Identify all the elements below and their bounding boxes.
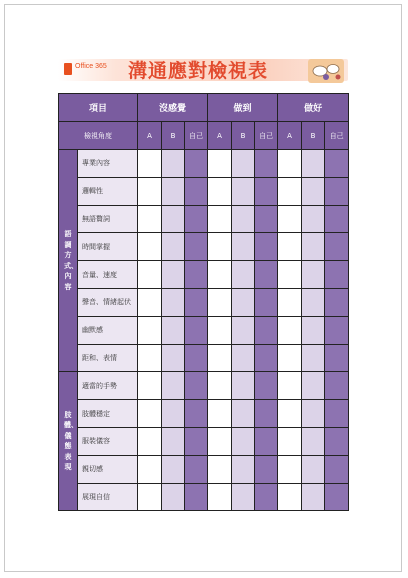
- rating-cell-a[interactable]: [278, 427, 302, 455]
- table-row: [59, 288, 349, 316]
- row-label: 距和、表情: [78, 344, 138, 372]
- row-label: 肢體穩定: [78, 400, 138, 428]
- section-label-text: 語調方式、內容: [64, 230, 78, 291]
- rating-cell-self[interactable]: [185, 344, 208, 372]
- table-row: [59, 233, 349, 261]
- rating-cell-self[interactable]: [325, 205, 349, 233]
- table-row: [59, 205, 349, 233]
- rating-cell-self[interactable]: [185, 150, 208, 178]
- row-label: 專業內容: [78, 150, 138, 178]
- rating-cell-self[interactable]: [325, 177, 349, 205]
- rating-cell-a[interactable]: [208, 261, 232, 289]
- subheader-angle: 檢視角度: [59, 122, 138, 150]
- rating-cell-a[interactable]: [138, 372, 162, 400]
- rating-cell-b[interactable]: [162, 205, 185, 233]
- rating-cell-b[interactable]: [162, 261, 185, 289]
- col-b: B: [232, 122, 255, 150]
- rating-cell-self[interactable]: [325, 427, 349, 455]
- subheader-row: [59, 122, 349, 150]
- rating-cell-self[interactable]: [325, 316, 349, 344]
- rating-cell-a[interactable]: [278, 400, 302, 428]
- rating-cell-a[interactable]: [138, 455, 162, 483]
- rating-cell-b[interactable]: [232, 150, 255, 178]
- table-row: [59, 177, 349, 205]
- rating-cell-b[interactable]: [162, 344, 185, 372]
- row-label: 幽默感: [78, 316, 138, 344]
- rating-cell-a[interactable]: [138, 344, 162, 372]
- rating-cell-a[interactable]: [138, 261, 162, 289]
- header-group-3: 做好: [278, 94, 349, 122]
- section-label: [59, 372, 78, 511]
- table-row: [59, 344, 349, 372]
- rating-cell-b[interactable]: [302, 344, 325, 372]
- rating-cell-self[interactable]: [185, 483, 208, 511]
- rating-cell-b[interactable]: [162, 455, 185, 483]
- rating-cell-self[interactable]: [185, 233, 208, 261]
- rating-cell-self[interactable]: [255, 344, 278, 372]
- rating-cell-a[interactable]: [208, 455, 232, 483]
- rating-cell-b[interactable]: [302, 427, 325, 455]
- rating-cell-b[interactable]: [302, 483, 325, 511]
- rating-cell-self[interactable]: [255, 233, 278, 261]
- rating-cell-b[interactable]: [162, 288, 185, 316]
- rating-cell-b[interactable]: [302, 150, 325, 178]
- col-self: 自己: [325, 122, 349, 150]
- rating-cell-self[interactable]: [325, 400, 349, 428]
- rating-cell-a[interactable]: [208, 372, 232, 400]
- table-row: [59, 427, 349, 455]
- rating-cell-self[interactable]: [255, 316, 278, 344]
- office-label: Office 365: [75, 63, 107, 70]
- row-label: 無語贅詞: [78, 205, 138, 233]
- header-item: 項目: [59, 94, 138, 122]
- rating-cell-a[interactable]: [278, 233, 302, 261]
- rating-cell-self[interactable]: [255, 455, 278, 483]
- rating-cell-a[interactable]: [138, 316, 162, 344]
- rating-cell-a[interactable]: [208, 483, 232, 511]
- rating-cell-self[interactable]: [185, 455, 208, 483]
- rating-cell-self[interactable]: [325, 261, 349, 289]
- rating-cell-self[interactable]: [185, 288, 208, 316]
- rating-cell-self[interactable]: [255, 205, 278, 233]
- header-row: [59, 94, 349, 122]
- col-b: B: [162, 122, 185, 150]
- row-label: 展現自信: [78, 483, 138, 511]
- title-banner: [58, 55, 348, 85]
- rating-cell-a[interactable]: [138, 177, 162, 205]
- rating-cell-self[interactable]: [185, 372, 208, 400]
- rating-cell-b[interactable]: [302, 316, 325, 344]
- rating-cell-b[interactable]: [162, 150, 185, 178]
- rating-cell-a[interactable]: [138, 483, 162, 511]
- rating-cell-self[interactable]: [255, 372, 278, 400]
- rating-cell-b[interactable]: [232, 261, 255, 289]
- rating-cell-self[interactable]: [325, 344, 349, 372]
- rating-cell-a[interactable]: [278, 344, 302, 372]
- rating-cell-self[interactable]: [325, 150, 349, 178]
- col-self: 自己: [185, 122, 208, 150]
- section-label-text: 肢體、儀態表現: [64, 410, 78, 472]
- rating-cell-self[interactable]: [325, 372, 349, 400]
- rating-cell-self[interactable]: [185, 400, 208, 428]
- rating-cell-a[interactable]: [208, 427, 232, 455]
- rating-cell-b[interactable]: [232, 344, 255, 372]
- rating-cell-a[interactable]: [208, 400, 232, 428]
- table-row: [59, 483, 349, 511]
- rating-cell-b[interactable]: [302, 233, 325, 261]
- rating-cell-a[interactable]: [278, 288, 302, 316]
- rating-cell-b[interactable]: [162, 233, 185, 261]
- col-a: A: [278, 122, 302, 150]
- rating-cell-b[interactable]: [302, 205, 325, 233]
- rating-cell-b[interactable]: [232, 455, 255, 483]
- rating-cell-b[interactable]: [232, 288, 255, 316]
- rating-cell-b[interactable]: [232, 233, 255, 261]
- rating-cell-b[interactable]: [232, 177, 255, 205]
- section-label: [59, 150, 78, 372]
- rating-cell-a[interactable]: [208, 344, 232, 372]
- rating-cell-b[interactable]: [302, 400, 325, 428]
- rating-cell-b[interactable]: [302, 177, 325, 205]
- rating-cell-a[interactable]: [278, 372, 302, 400]
- rating-cell-a[interactable]: [208, 177, 232, 205]
- rating-cell-a[interactable]: [208, 150, 232, 178]
- rating-cell-a[interactable]: [208, 316, 232, 344]
- rating-cell-self[interactable]: [255, 261, 278, 289]
- rating-cell-self[interactable]: [325, 233, 349, 261]
- col-a: A: [138, 122, 162, 150]
- table-row: [59, 372, 349, 400]
- rating-cell-self[interactable]: [185, 316, 208, 344]
- rating-cell-a[interactable]: [278, 205, 302, 233]
- rating-cell-b[interactable]: [162, 177, 185, 205]
- row-label: 親切感: [78, 455, 138, 483]
- rating-cell-a[interactable]: [138, 205, 162, 233]
- rating-cell-b[interactable]: [232, 316, 255, 344]
- evaluation-table: [58, 93, 349, 511]
- rating-cell-self[interactable]: [325, 455, 349, 483]
- rating-cell-self[interactable]: [255, 150, 278, 178]
- rating-cell-b[interactable]: [162, 483, 185, 511]
- rating-cell-self[interactable]: [185, 177, 208, 205]
- rating-cell-a[interactable]: [138, 288, 162, 316]
- rating-cell-a[interactable]: [138, 233, 162, 261]
- rating-cell-b[interactable]: [232, 400, 255, 428]
- rating-cell-b[interactable]: [162, 427, 185, 455]
- col-self: 自己: [255, 122, 278, 150]
- table-row: [59, 261, 349, 289]
- rating-cell-self[interactable]: [255, 483, 278, 511]
- col-b: B: [302, 122, 325, 150]
- table-row: [59, 455, 349, 483]
- rating-cell-self[interactable]: [185, 205, 208, 233]
- meeting-illustration-icon: [306, 55, 346, 85]
- rating-cell-self[interactable]: [255, 427, 278, 455]
- rating-cell-b[interactable]: [302, 455, 325, 483]
- rating-cell-b[interactable]: [302, 261, 325, 289]
- rating-cell-b[interactable]: [232, 205, 255, 233]
- rating-cell-b[interactable]: [162, 316, 185, 344]
- rating-cell-self[interactable]: [255, 288, 278, 316]
- header-group-2: 做到: [208, 94, 278, 122]
- col-a: A: [208, 122, 232, 150]
- rating-cell-a[interactable]: [208, 233, 232, 261]
- rating-cell-a[interactable]: [278, 261, 302, 289]
- rating-cell-a[interactable]: [278, 150, 302, 178]
- rating-cell-a[interactable]: [278, 316, 302, 344]
- rating-cell-a[interactable]: [208, 288, 232, 316]
- rating-cell-a[interactable]: [138, 150, 162, 178]
- office-logo-icon: [64, 63, 72, 75]
- table-row: [59, 150, 349, 178]
- rating-cell-a[interactable]: [208, 205, 232, 233]
- header-group-1: 沒感覺: [138, 94, 208, 122]
- row-label: 音量、速度: [78, 261, 138, 289]
- rating-cell-self[interactable]: [185, 427, 208, 455]
- rating-cell-a[interactable]: [138, 400, 162, 428]
- rating-cell-self[interactable]: [185, 261, 208, 289]
- row-label: 聲音、情緒起伏: [78, 288, 138, 316]
- rating-cell-self[interactable]: [325, 483, 349, 511]
- rating-cell-a[interactable]: [138, 427, 162, 455]
- rating-cell-self[interactable]: [255, 177, 278, 205]
- rating-cell-b[interactable]: [162, 400, 185, 428]
- rating-cell-b[interactable]: [302, 372, 325, 400]
- rating-cell-a[interactable]: [278, 455, 302, 483]
- row-label: 邏輯性: [78, 177, 138, 205]
- rating-cell-a[interactable]: [278, 177, 302, 205]
- table-row: [59, 316, 349, 344]
- page-title: 溝通應對檢視表: [128, 60, 269, 82]
- rating-cell-b[interactable]: [162, 372, 185, 400]
- row-label: 服裝儀容: [78, 427, 138, 455]
- row-label: 時間掌握: [78, 233, 138, 261]
- rating-cell-self[interactable]: [255, 400, 278, 428]
- row-label: 適當的手勢: [78, 372, 138, 400]
- rating-cell-b[interactable]: [232, 372, 255, 400]
- rating-cell-a[interactable]: [278, 483, 302, 511]
- rating-cell-b[interactable]: [232, 427, 255, 455]
- rating-cell-b[interactable]: [302, 288, 325, 316]
- table-row: [59, 400, 349, 428]
- rating-cell-b[interactable]: [232, 483, 255, 511]
- rating-cell-self[interactable]: [325, 288, 349, 316]
